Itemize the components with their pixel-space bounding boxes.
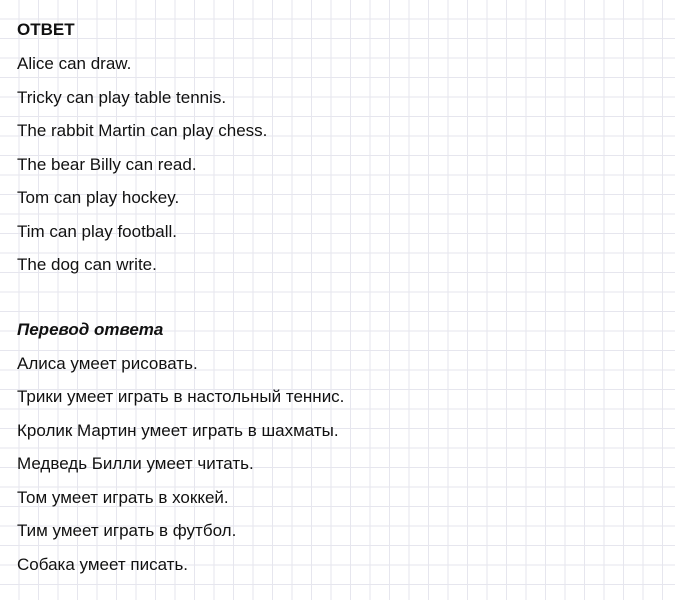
- answer-document: [17, 19, 657, 587]
- translation-line: Собака умеет писать.: [17, 554, 189, 574]
- section-spacer: [17, 288, 657, 319]
- translation-heading: Перевод ответа: [17, 319, 164, 339]
- answer-heading: ОТВЕТ: [17, 20, 75, 39]
- translation-line: Медведь Билли умеет читать.: [17, 454, 254, 473]
- translation-line: Кролик Мартин умеет играть в шахматы.: [17, 420, 339, 440]
- translation-line: Алиса умеет рисовать.: [17, 353, 198, 373]
- answer-line: The dog can write.: [17, 255, 157, 274]
- answer-line: The bear Billy can read.: [17, 154, 197, 174]
- answer-line: Alice can draw.: [17, 54, 132, 73]
- answer-line: Tricky can play table tennis.: [17, 87, 227, 107]
- translation-line: Трики умеет играть в настольный теннис.: [17, 387, 345, 406]
- translation-line: Том умеет играть в хоккей.: [17, 487, 229, 507]
- answer-line: The rabbit Martin can play chess.: [17, 121, 268, 140]
- translation-line: Тим умеет играть в футбол.: [17, 521, 237, 540]
- answer-line: Tom can play hockey.: [17, 188, 180, 207]
- answer-line: Tim can play football.: [17, 221, 177, 241]
